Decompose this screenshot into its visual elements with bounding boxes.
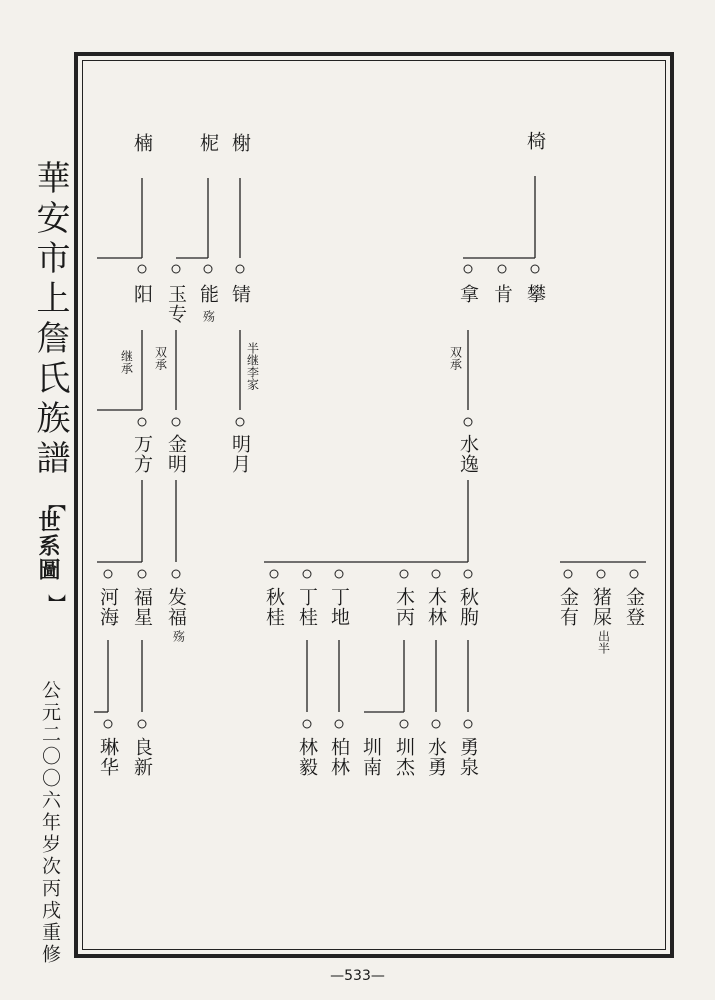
person-fafu: 发福 <box>165 587 187 627</box>
node-circle <box>531 265 540 274</box>
node-circle <box>104 570 113 579</box>
person-dingdi: 丁地 <box>328 587 350 627</box>
node-circle <box>138 265 147 274</box>
node-circle <box>138 720 147 729</box>
node-circle <box>564 570 573 579</box>
person-yi: 椅 <box>524 131 546 151</box>
node-circle <box>236 418 245 427</box>
node-circle <box>597 570 606 579</box>
page-number: —533— <box>330 968 385 984</box>
person-liangxin: 良新 <box>131 737 153 777</box>
node-circle <box>335 570 344 579</box>
person-jinming: 金明 <box>165 434 187 474</box>
person-yang: 阳 <box>131 284 153 304</box>
node-circle <box>432 720 441 729</box>
person-jinyou: 金有 <box>557 587 579 627</box>
book-title: 華安市上詹氏族譜 <box>30 160 70 480</box>
person-mulin: 木林 <box>425 587 447 627</box>
person-hehai: 河海 <box>97 587 119 627</box>
section-bracket-open: 【 <box>45 494 66 512</box>
person-shuiyi: 水逸 <box>457 434 479 474</box>
node-circle <box>138 570 147 579</box>
node-circle <box>464 720 473 729</box>
person-yuzhuan: 玉专 <box>165 284 187 324</box>
note-ban-ji-lijia: 半继李家 <box>245 342 260 390</box>
node-circle <box>464 570 473 579</box>
edition-note: 公元二〇〇六年岁次丙戌重修 <box>39 680 61 966</box>
node-circle <box>172 570 181 579</box>
person-ken: 肯 <box>491 284 513 304</box>
person-dinggui: 丁桂 <box>296 587 318 627</box>
person-neng: 能 <box>197 284 219 304</box>
note-shuangcheng-right: 双承 <box>448 346 463 370</box>
person-qiugui: 秋桂 <box>263 587 285 627</box>
person-pan: 攀 <box>524 284 546 304</box>
node-circle <box>172 265 181 274</box>
person-zhennan: 圳南 <box>360 737 382 777</box>
node-circle <box>270 570 279 579</box>
person-linyi: 林毅 <box>296 737 318 777</box>
note-shuangcheng-left: 双承 <box>153 346 168 370</box>
person-mingyue: 明月 <box>229 434 251 474</box>
note-jicheng: 继承 <box>119 350 134 374</box>
person-mubing: 木丙 <box>393 587 415 627</box>
person-wanfang: 万方 <box>131 434 153 474</box>
node-circle <box>138 418 147 427</box>
section-bracket-close: 】 <box>45 594 66 612</box>
node-circle <box>236 265 245 274</box>
node-circle <box>432 570 441 579</box>
person-qing: 锖 <box>229 284 251 304</box>
person-linhua: 琳华 <box>97 737 119 777</box>
node-circle <box>303 720 312 729</box>
node-circle <box>498 265 507 274</box>
note-chuban: 出半 <box>596 630 611 654</box>
note-shang: 殇 <box>171 630 186 642</box>
person-ji: 柅 <box>197 133 219 153</box>
person-zhushi: 猪屎 <box>590 587 612 627</box>
person-zhenjie: 圳杰 <box>393 737 415 777</box>
node-circle <box>172 418 181 427</box>
person-bolin: 柏林 <box>328 737 350 777</box>
node-circle <box>335 720 344 729</box>
node-circle <box>303 570 312 579</box>
person-na: 拿 <box>457 284 479 304</box>
node-circle <box>464 265 473 274</box>
person-shu: 榭 <box>229 133 251 153</box>
node-circle <box>104 720 113 729</box>
note-shang: 殇 <box>201 310 216 322</box>
person-shuiyong: 水勇 <box>425 737 447 777</box>
person-yongquan: 勇泉 <box>457 737 479 777</box>
node-circle <box>400 570 409 579</box>
person-nan: 楠 <box>131 133 153 153</box>
node-circle <box>204 265 213 274</box>
node-circle <box>400 720 409 729</box>
node-circle <box>630 570 639 579</box>
person-qiuxu: 秋朐 <box>457 587 479 627</box>
section-text: 世系圖 <box>35 510 61 582</box>
node-circle <box>464 418 473 427</box>
person-fuxing: 福星 <box>131 587 153 627</box>
person-jindeng: 金登 <box>623 587 645 627</box>
